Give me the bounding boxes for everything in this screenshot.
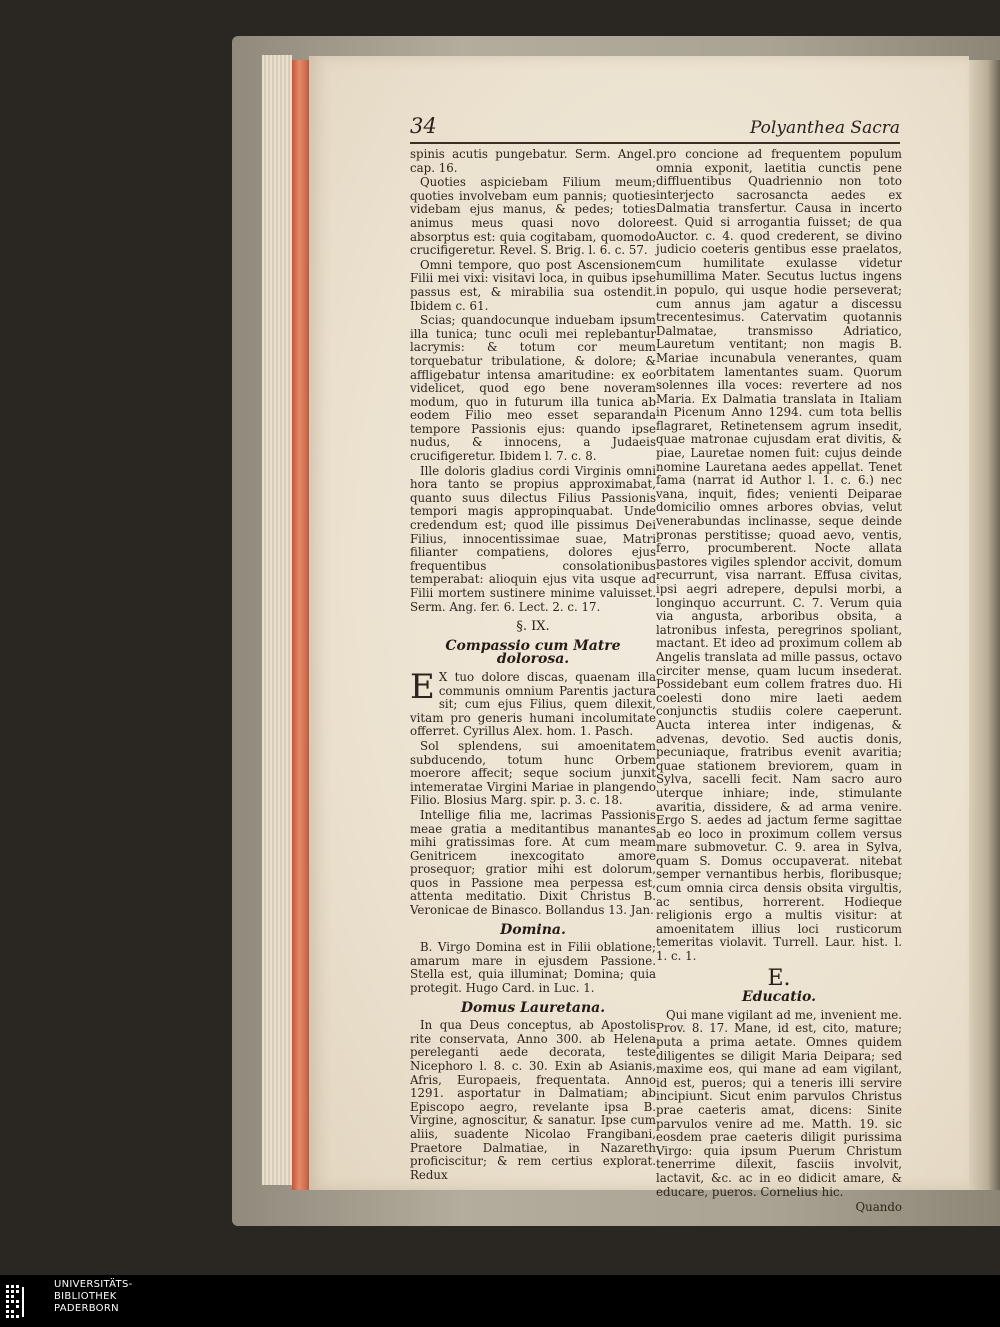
paragraph: Qui mane vigilant ad me, invenient me. Prov. 8. 17. Mane, id est, cito, mature; puta a prima aetate. Omnes quidem diligentes se diligit Maria Deipara; sed maxime eos, qui mane ad eam vigilant, id est, pueros; qui a teneris illi servire incipiunt. Sicut enim parvulos Christus prae caeteris amat, dicens: Sinite parvulos venire ad me. Matth. 19. sic eosdem prae caeteris diligit purissima Virgo: quia ipsum Puerum Christum tenerrime dilexit, fasciis involvit, lactavit, &c. ac in eo didicit amare, & educare, pueros. Cornelius hic. — [656, 1007, 902, 1199]
running-title: Polyanthea Sacra — [749, 118, 900, 138]
heading-domina: Domina. — [500, 921, 566, 938]
library-footer — [0, 1275, 1000, 1327]
paragraph: Scias; quandocunque induebam ipsum illa tunica; tunc oculi mei replebantur lacrymis: & totum cor meum torquebatur tribulatione, & dolore; & affligebatur intensa amaritudine: ex eo videlicet, quod ego bene noveram modum, quo in futurum illa tunica ab eodem Filio meo esset separanda tempore Passionis ejus: quando ipse nudus, & innocens, a Judaeis crucifigeretur. Ibidem l. 7. c. 8. — [410, 313, 656, 464]
paragraph: pro concione ad frequentem populum omnia exponit, laetitia cunctis pene diffluentibus Quadriennio non toto interjecto sacrosancta aedes ex Dalmatia transfertur. Causa in incerto est. Quid si arrogantia fuisset; de qua Auctor. c. 4. quod crederent, se divino judicio coeteris gentibus esse praelatos, cum humilitate exulasse videtur humillima Mater. Secutus luctus ingens in populo, qui usque hodie perseverat; cum annus jam agatur a discessu trecentesimus. Catervatim quotannis Dalmatae, transmisso Adriatico, Lauretum ventitant; non magis B. Mariae incunabula venerantes, quam orbitatem lamentantes suam. Quorum solennes illa voces: revertere ad nos Maria. Ex Dalmatia translata in Italiam in Picenum Anno 1294. cum tota bellis flagraret, Retinetensem agrum insedit, quae matronae cujusdam erat divitis, & piae, Lauretae nomen fuit: cujus deinde nomine Lauretana aedes appellat. Tenet fama (narrat id Author l. 1. c. 6.) nec vana, inquit, fides; venienti Deiparae domicilio omnes arbores obvias, velut venerabundas inclinasse, seque deinde pronas perstitisse; quoad aevo, ventis, ferro, procumberent. Nocte allata pastores vigiles splendor accivit, domum recurrunt, visa narrant. Effusa civitas, ipsi aegri adrepere, depulsi morbi, a longinquo accurrunt. C. 7. Verum quia via angusta, arboribus obsita, a latronibus infesta, peregrinos spoliant, mactant. Et ideo ad proximum collem ab Angelis translata ad mille passus, octavo circiter mense, quam lucum insederat. Possidebant eum collem fratres duo. Hi coelesti dono mire laeti aedem conjunctis studiis colere caeperunt. Aucta interea inter indigenas, & advenas, devotio. Sed auctis donis, pecuniaque, fratribus evenit avaritia; quae stationem breviorem, quam in Sylva, sacelli fecit. Nam sacro auro uterque inhiare; inde, stimulante avaritia, dissidere, & ad arma venire. Ergo S. aedes ad jactum ferme sagittae ab eo loco in proximum collem versus mare submovetur. C. 9. area in Sylva, quam S. Domus occupaverat. nitebat semper vernantibus herbis, floribusque; cum omnia circa densis obsita virgultis, ac sentibus, horrerent. Hodieque religionis ergo a multis visitur: at amoenitatem illius loci rusticorum temeritas violavit. Turrell. Laur. hist. l. 1. c. 1. — [656, 147, 902, 964]
catchword: Quando — [855, 1200, 902, 1215]
facing-page-edge — [969, 60, 1000, 1190]
right-text-column — [656, 148, 902, 1215]
section-number: §. IX. — [516, 619, 550, 635]
red-gilt-edge — [292, 60, 310, 1190]
paragraph: Quoties aspiciebam Filium meum; quoties involvebam eum pannis; quoties videbam ejus manus, & pedes; toties animus meus quasi novo dolore absorptus est: quia cogitabam, quomodo crucifigeretur. Revel. S. Brig. l. 6. c. 57. — [410, 175, 656, 258]
paragraph: Ille doloris gladius cordi Virginis omni hora tanto se propius approximabat, quanto suus dilectus Filius Passionis tempori magis appropinquabat. Unde credendum est; quod ille pissimus Dei Filius, innocentissimae suae, Matri filianter compatiens, dolores ejus frequentibus consolationibus temperabat: alioquin ejus vita usque ad Filii mortem sustinere minime valuisset. Serm. Ang. fer. 6. Lect. 2. c. 17. — [410, 463, 656, 614]
heading-compassio: Compassio cum Matre dolorosa. — [445, 637, 621, 668]
paragraph: spinis acutis pungebatur. Serm. Angel. cap. 16. — [410, 147, 656, 175]
paragraph: Intellige filia me, lacrimas Passionis meae gratia a meditantibus manantes mihi gratissimas fore. At cum meam Genitricem inexcogitato amore prosequor; gratior mihi est dolorum, quos in Passione mea perpessa est, attenta meditatio. Dixit Christus B. Veronicae de Binasco. Bollandus 13. Jan. — [410, 807, 656, 918]
paragraph: In qua Deus conceptus, ab Apostolis rite conservata, Anno 300. ab Helena pereleganti aede decorata, teste Nicephoro l. 8. c. 30. Exin ab Asianis, Afris, Europaeis, frequentata. Anno 1291. asportatur in Dalmatiam; ab Episcopo aegro, revelante ipsa B. Virgine, agnoscitur, & sanatur. Ipse cum aliis, suadente Nicolao Frangibani, Praetore Dalmatiae, in Nazareth proficiscitur; & rem certius explorat. Redux — [410, 1018, 656, 1182]
paragraph: B. Virgo Domina est in Filii oblatione; amarum mare in ejusdem Passione. Stella est, quia illuminat; Domina; quia protegit. Hugo Card. in Luc. 1. — [410, 940, 656, 996]
page-edges — [262, 55, 292, 1185]
heading-educatio: Educatio. — [742, 989, 816, 1006]
left-text-column — [410, 148, 656, 1183]
library-logo-icon — [4, 1281, 52, 1321]
paragraph: Sol splendens, sui amoenitatem subducendo, totum hunc Orbem moerore affecit; seque socium junxit intemeratae Virgini Mariae in plangendo Filio. Blosius Marg. spir. p. 3. c. 18. — [410, 738, 656, 808]
paragraph: Omni tempore, quo post Ascensionem Filii mei vixi: visitavi loca, in quibus ipse passus est, & mirabilia sua ostendit. Ibidem c. 61. — [410, 257, 656, 313]
paragraph-with-dropcap — [410, 666, 656, 739]
page-number: 34 — [410, 114, 437, 138]
library-name-line1: UNIVERSITÄTS- — [54, 1279, 133, 1290]
drop-cap: E — [410, 666, 435, 707]
letter-heading: E. — [767, 965, 791, 991]
running-head — [410, 114, 900, 144]
library-name-line2: BIBLIOTHEK — [54, 1291, 117, 1302]
library-name-line3: PADERBORN — [54, 1303, 119, 1314]
paragraph-text: X tuo dolore discas, quaenam illa communis omnium Parentis jactura sit; cum ejus Filius, quem dilexit, vitam pro generis humani incolumitate offerret. Cyrillus Alex. hom. 1. Pasch. — [410, 669, 656, 739]
heading-domus-lauretana: Domus Lauretana. — [460, 999, 606, 1016]
library-name — [54, 1279, 133, 1315]
